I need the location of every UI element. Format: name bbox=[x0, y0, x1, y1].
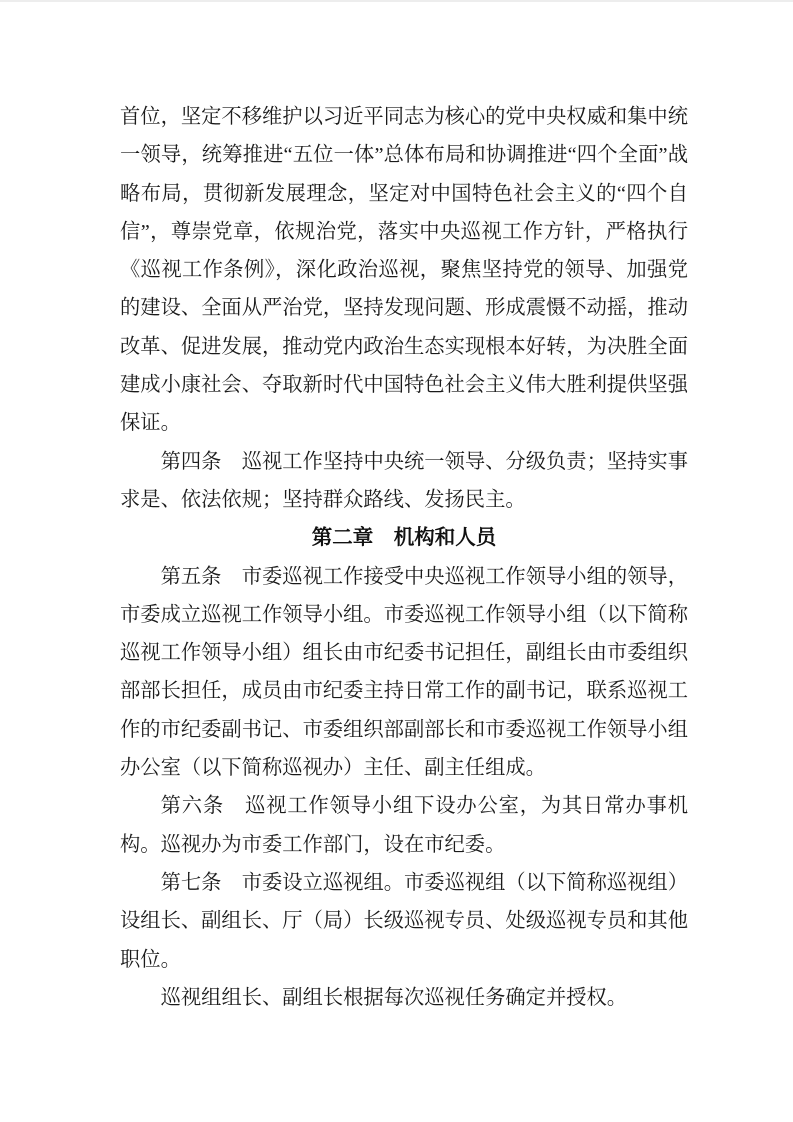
paragraph-article-6: 第六条 巡视工作领导小组下设办公室，为其日常办事机构。巡视办为市委工作部门，设在市纪委。 bbox=[120, 795, 688, 856]
paragraph-article-5: 第五条 市委巡视工作接受中央巡视工作领导小组的领导，市委成立巡视工作领导小组。市委巡视工作领导小组（以下简称巡视工作领导小组）组长由市纪委书记担任，副组长由市委组织部部长担任，成员由市纪委主持日常工作的副书记，联系巡视工作的市纪委副书记、市委组织部副部长和市委巡视工作领导小组办公室（以下简称巡视办）主任、副主任组成。 bbox=[120, 565, 688, 780]
page-top-edge-line bbox=[0, 0, 793, 2]
paragraph-article-7-authorization: 巡视组组长、副组长根据每次巡视任务确定并授权。 bbox=[160, 986, 628, 1009]
paragraph-article-7: 第七条 市委设立巡视组。市委巡视组（以下简称巡视组）设组长、副组长、厅（局）长级巡视专员、处级巡视专员和其他职位。 bbox=[120, 871, 688, 971]
chapter-2-heading: 第二章 机构和人员 bbox=[311, 526, 497, 550]
paragraph-body-continuation: 首位，坚定不移维护以习近平同志为核心的党中央权威和集中统一领导，统筹推进“五位一体”总体布局和协调推进“四个全面”战略布局，贯彻新发展理念，坚定对中国特色社会主义的“四个自信”，尊崇党章，依规治党，落实中央巡视工作方针，严格执行《巡视工作条例》，深化政治巡视，聚焦坚持党的领导、加强党的建设、全面从严治党，坚持发现问题、形成震慑不动摇，推动改革、促进发展，推动党内政治生态实现根本好转，为决胜全面建成小康社会、夺取新时代中国特色社会主义伟大胜利提供坚强保证。 bbox=[120, 106, 688, 435]
paragraph-article-4: 第四条 巡视工作坚持中央统一领导、分级负责；坚持实事求是、依法依规；坚持群众路线、发扬民主。 bbox=[120, 450, 688, 511]
